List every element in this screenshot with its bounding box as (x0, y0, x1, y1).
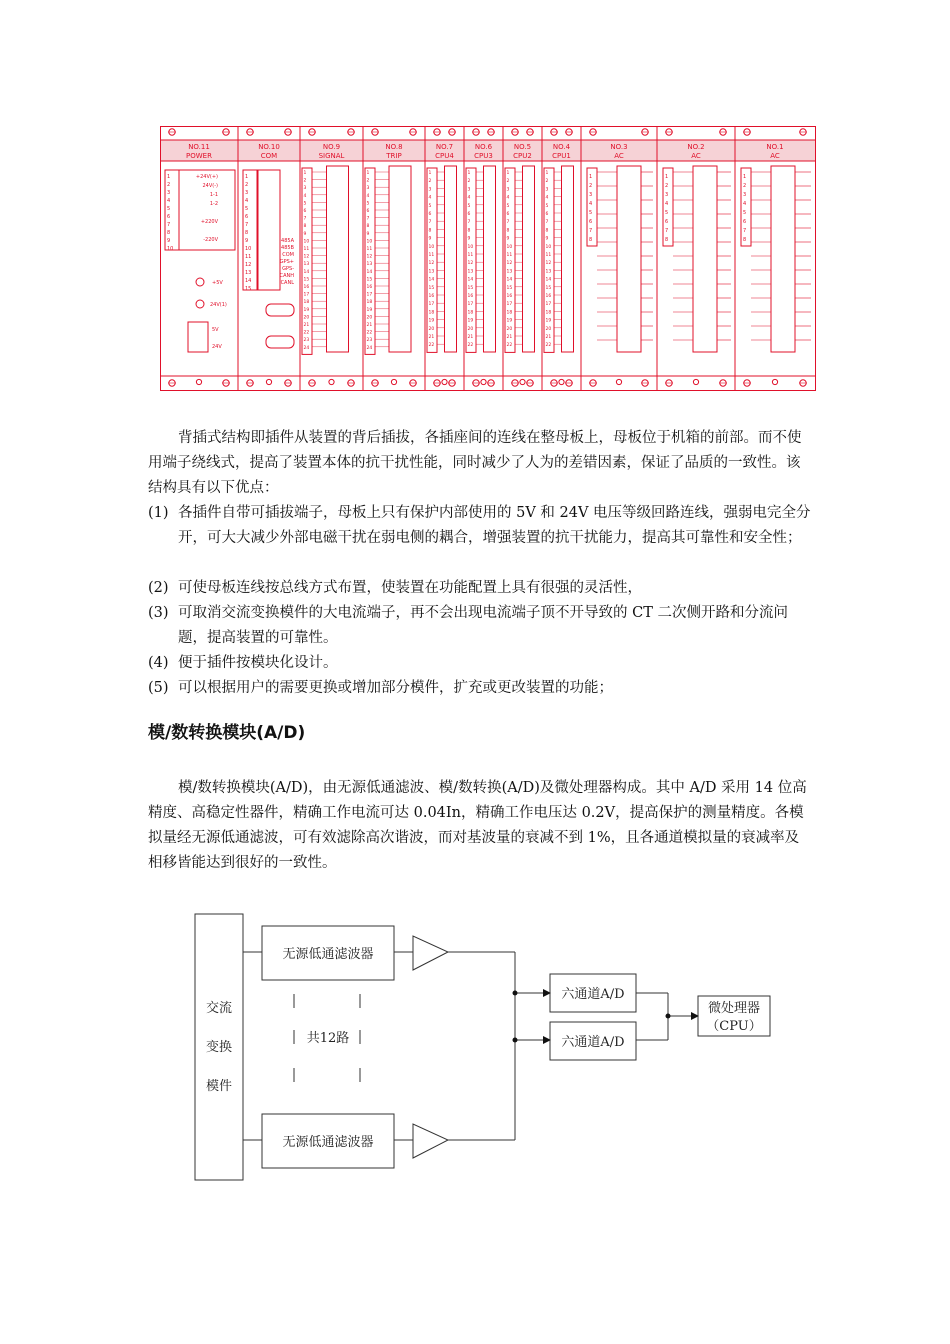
terminal-number: 7 (303, 216, 307, 222)
terminal-number: 8 (743, 237, 747, 243)
list-item (148, 501, 813, 551)
terminal-number: 16 (366, 285, 373, 290)
power-switch (188, 322, 208, 352)
source-label-3: 模件 (205, 1079, 233, 1094)
terminal-number: 6 (506, 212, 510, 217)
terminal-number: 5 (245, 206, 249, 212)
terminal-number: 8 (366, 224, 370, 230)
terminal-number: 3 (167, 190, 171, 196)
terminal-number: 24 (303, 345, 310, 351)
terminal-number: 12 (467, 261, 474, 267)
terminal-number: 9 (366, 231, 370, 237)
section-paragraph (148, 776, 808, 876)
list-item-number: (1) (148, 505, 169, 521)
terminal-number: 17 (428, 302, 435, 308)
list-item-text: 各插件自带可插拔端子，母板上只有保护内部使用的 5V 和 24V 电压等级回路连线，强弱电完全分开，可大大减少外部电磁干扰在弱电侧的耦合，增强装置的抗干扰能力，提高其可靠性和安全性； (178, 505, 811, 546)
terminal-number: 14 (366, 269, 373, 275)
terminal-number: 1 (743, 174, 747, 180)
terminal-number: 6 (245, 214, 249, 220)
terminal-number: 2 (245, 182, 249, 188)
source-label-1: 交流 (205, 1001, 233, 1016)
terminal-number: 7 (467, 220, 471, 226)
terminal-number: 9 (245, 238, 249, 244)
terminal-number: 5 (545, 203, 549, 209)
terminal-number: 8 (506, 228, 510, 234)
terminal-number: 5 (467, 203, 471, 209)
terminal-number: 12 (545, 261, 552, 267)
terminal-number: 4 (506, 195, 510, 201)
terminal-number: 17 (366, 292, 373, 298)
terminal-number: 18 (467, 310, 474, 316)
terminal-number: 16 (545, 294, 552, 299)
terminal-number: 21 (545, 335, 552, 340)
terminal-number: 10 (366, 239, 373, 245)
terminal-number: 1 (665, 174, 669, 180)
terminal-number: 5 (506, 203, 510, 209)
terminal-number: 23 (303, 338, 310, 344)
list-item-text: 可以根据用户的需要更换或增加部分模件，扩充或更改装置的功能； (178, 680, 613, 696)
terminal-number: 18 (366, 300, 373, 306)
terminal-number: 3 (743, 192, 747, 198)
terminal-number: 19 (428, 318, 435, 324)
terminal-number: 7 (665, 228, 669, 234)
terminal-number: 20 (366, 315, 373, 321)
screw-icon (616, 379, 621, 384)
terminal-number: 3 (665, 192, 669, 198)
led-icon (196, 278, 204, 286)
screw-icon (772, 379, 777, 384)
terminal-number: 8 (589, 237, 593, 243)
terminal-number: 10 (545, 244, 552, 250)
module-number: NO.3 (610, 143, 628, 151)
com-terminal-label: 485A (281, 238, 294, 244)
terminal-number: 13 (428, 269, 435, 275)
terminal-number: 20 (467, 326, 474, 332)
terminal-number: 13 (366, 262, 373, 268)
terminal-number: 13 (467, 269, 474, 275)
terminal-number: 3 (366, 186, 370, 192)
screw-icon (329, 379, 334, 384)
serial-port-icon (266, 336, 294, 348)
terminal-number: 22 (467, 343, 474, 349)
terminal-number: 22 (545, 343, 552, 349)
terminal-number: 9 (167, 238, 171, 244)
module-name: AC (770, 152, 780, 160)
terminal-number: 20 (545, 326, 552, 332)
terminal-number: 6 (467, 212, 471, 217)
terminal-number: 13 (545, 269, 552, 275)
terminal-number: 7 (743, 228, 747, 234)
terminal-number: 14 (428, 277, 435, 283)
terminal-number: 15 (366, 277, 373, 283)
terminal-number: 21 (366, 323, 373, 328)
amplifier-top-icon (413, 936, 448, 970)
module-number: NO.2 (687, 143, 705, 151)
module-number: NO.4 (552, 143, 571, 151)
terminal-number: 3 (245, 190, 249, 196)
terminal-number: 23 (366, 338, 373, 344)
list-item-text: 可使母板连线按总线方式布置，使装置在功能配置上具有很强的灵活性， (178, 580, 642, 596)
terminal-number: 22 (428, 343, 435, 349)
terminal-number: 5 (366, 201, 370, 207)
terminal-number: 8 (665, 237, 669, 243)
screw-icon (559, 379, 564, 384)
screw-icon (481, 379, 486, 384)
terminal-number: 12 (245, 262, 252, 268)
terminal-number: 1 (467, 171, 471, 176)
terminal-number: 5 (303, 201, 307, 207)
section-text: 模/数转换模块(A/D)，由无源低通滤波、模/数转换(A/D)及微处理器构成。其中 A/D 采用 14 位高精度、高稳定性器件，精确工作电流可达 0.04In，精确工作电压达 0.2V，提高保护的测量精度。各模拟量经无源低通滤波，可有效滤除高次谐波，而对基波量的衰减不到 1%，且各通道模拟量的衰减率及相移皆能达到很好的一致性。 (148, 780, 807, 871)
terminal-number: 17 (545, 302, 552, 308)
power-indicator-label: 24V(1) (210, 302, 227, 308)
terminal-number: 6 (743, 219, 747, 225)
power-switch-label: 24V (212, 344, 222, 350)
terminal-number: 7 (506, 220, 510, 226)
module-number: NO.7 (435, 143, 454, 151)
terminal-number: 14 (467, 277, 474, 283)
connector-socket (445, 166, 457, 352)
terminal-number: 15 (428, 285, 435, 291)
intro-text: 背插式结构即插件从装置的背后插拔，各插座间的连线在整母板上，母板位于机箱的前部。而不使用端子绕线式，提高了装置本体的抗干扰性能，同时减少了人为的差错因素，保证了品质的一致性。该结构具有以下优点： (148, 430, 802, 496)
terminal-number: 2 (589, 183, 593, 189)
terminal-number: 22 (303, 330, 310, 336)
module-name: CPU4 (435, 152, 454, 160)
terminal-number: 2 (506, 179, 510, 185)
section-heading: 模/数转换模块(A/D) (148, 723, 306, 743)
module-name: POWER (186, 152, 212, 160)
terminal-number: 18 (545, 310, 552, 316)
junction-dot (513, 991, 518, 996)
connector-socket (523, 166, 535, 352)
module-name: CPU1 (552, 152, 571, 160)
terminal-number: 13 (506, 269, 513, 275)
power-terminal-label: 24V(-) (202, 183, 218, 189)
terminal-number: 20 (506, 326, 513, 332)
connector-socket (484, 166, 496, 352)
filter-top-label: 无源低通滤波器 (282, 947, 374, 962)
terminal-number: 20 (303, 315, 310, 321)
list-item (148, 601, 813, 651)
block-diagram (190, 912, 780, 1182)
com-terminal-label: CANL (280, 280, 294, 286)
terminal-number: 7 (545, 220, 549, 226)
power-terminal-label: +220V (200, 219, 218, 225)
connector-socket (617, 166, 641, 352)
terminal-number: 7 (589, 228, 593, 234)
source-label-2: 变换 (205, 1040, 233, 1055)
terminal-number: 18 (303, 300, 310, 306)
terminal-number: 4 (467, 195, 471, 201)
module-number: NO.5 (513, 143, 532, 151)
terminal-number: 18 (428, 310, 435, 316)
terminal-number: 7 (428, 220, 432, 226)
terminal-number: 12 (303, 254, 310, 260)
terminal-number: 18 (506, 310, 513, 316)
terminal-number: 10 (245, 246, 252, 252)
terminal-number: 22 (366, 330, 373, 336)
terminal-number: 11 (303, 247, 310, 252)
terminal-number: 2 (303, 178, 307, 184)
terminal-number: 3 (467, 187, 471, 193)
terminal-number: 1 (366, 171, 370, 176)
junction-dot (513, 1038, 518, 1043)
list-item-number: (2) (148, 580, 169, 596)
channel-count-label: 共12路 (306, 1031, 350, 1046)
terminal-number: 11 (506, 253, 513, 258)
terminal-number: 14 (506, 277, 513, 283)
module-name: CPU2 (513, 152, 532, 160)
amplifier-bottom-icon (413, 1124, 448, 1158)
com-terminal-label: COM (282, 252, 294, 258)
terminal-number: 8 (167, 230, 171, 236)
terminal-number: 16 (467, 294, 474, 299)
connector-socket (327, 166, 349, 352)
intro-paragraph (148, 426, 808, 501)
terminal-number: 4 (589, 201, 593, 207)
terminal-number: 16 (428, 294, 435, 299)
terminal-number: 5 (428, 203, 432, 209)
module-name: AC (614, 152, 624, 160)
adc2-label: 六通道A/D (561, 1035, 625, 1050)
module-number: NO.9 (322, 143, 341, 151)
terminal-number: 6 (428, 212, 432, 217)
terminal-number: 4 (167, 198, 171, 204)
terminal-number: 2 (545, 179, 549, 185)
terminal-number: 1 (428, 171, 432, 176)
terminal-number: 24 (366, 345, 373, 351)
terminal-number: 10 (303, 239, 310, 245)
terminal-number: 3 (428, 187, 432, 193)
terminal-number: 20 (428, 326, 435, 332)
module-number: NO.10 (258, 143, 280, 151)
list-item-number: (5) (148, 680, 169, 696)
terminal-number: 10 (467, 244, 474, 250)
screw-icon (391, 379, 396, 384)
module-number: NO.11 (188, 143, 210, 151)
terminal-number: 4 (303, 193, 307, 199)
terminal-number: 7 (245, 222, 249, 228)
filter-bottom-label: 无源低通滤波器 (282, 1135, 374, 1150)
terminal-number: 3 (589, 192, 593, 198)
terminal-number: 16 (303, 285, 310, 290)
list-item (148, 676, 813, 701)
module-number: NO.1 (766, 143, 784, 151)
terminal-number: 1 (167, 174, 171, 180)
connector-socket (562, 166, 574, 352)
terminal-number: 6 (366, 209, 370, 214)
power-terminal-label: 1-2 (209, 201, 218, 207)
terminal-number: 11 (467, 253, 474, 258)
terminal-number: 14 (245, 278, 252, 284)
terminal-number: 17 (303, 292, 310, 298)
adc1-label: 六通道A/D (561, 987, 625, 1002)
terminal-number: 21 (467, 335, 474, 340)
terminal-number: 19 (366, 307, 373, 313)
screw-icon (442, 379, 447, 384)
terminal-number: 13 (245, 270, 252, 276)
connector-socket (389, 166, 411, 352)
terminal-number: 4 (665, 201, 669, 207)
module-number: NO.8 (385, 143, 403, 151)
terminal-number: 9 (506, 236, 510, 242)
list-item-number: (3) (148, 605, 169, 621)
cpu-label-1: 微处理器 (707, 1001, 761, 1016)
terminal-number: 6 (167, 214, 171, 220)
terminal-number: 4 (743, 201, 747, 207)
list-item (148, 651, 813, 676)
terminal-number: 11 (428, 253, 435, 258)
terminal-number: 8 (545, 228, 549, 234)
terminal-number: 21 (506, 335, 513, 340)
terminal-number: 5 (167, 206, 171, 212)
terminal-number: 7 (366, 216, 370, 222)
terminal-number: 1 (303, 171, 307, 176)
terminal-number: 6 (665, 219, 669, 225)
terminal-number: 8 (428, 228, 432, 234)
list-item-text: 便于插件按模块化设计。 (178, 655, 338, 671)
module-name: CPU3 (474, 152, 493, 160)
power-terminal-label: -220V (203, 237, 218, 243)
cpu-label-2: （CPU） (706, 1019, 762, 1034)
terminal-number: 17 (506, 302, 513, 308)
terminal-number: 7 (167, 222, 171, 228)
power-terminal-label: +24V(+) (195, 174, 218, 180)
terminal-number: 12 (366, 254, 373, 260)
module-name: COM (260, 152, 278, 160)
terminal-number: 2 (366, 178, 370, 184)
power-switch-label: 5V (212, 327, 219, 333)
power-indicator-label: +5V (212, 280, 223, 286)
terminal-number: 3 (506, 187, 510, 193)
terminal-number: 11 (245, 254, 252, 260)
terminal-number: 22 (506, 343, 513, 349)
terminal-number: 19 (303, 307, 310, 313)
terminal-number: 3 (545, 187, 549, 193)
terminal-number: 14 (545, 277, 552, 283)
terminal-number: 11 (366, 247, 373, 252)
terminal-number: 5 (589, 210, 593, 216)
power-terminal-label: 1-1 (209, 192, 218, 198)
terminal-number: 15 (245, 286, 252, 292)
terminal-number: 19 (506, 318, 513, 324)
terminal-number: 17 (467, 302, 474, 308)
terminal-number: 2 (743, 183, 747, 189)
led-icon (196, 300, 204, 308)
terminal-number: 2 (167, 182, 171, 188)
screw-icon (196, 379, 201, 384)
terminal-number: 6 (589, 219, 593, 225)
terminal-number: 19 (545, 318, 552, 324)
terminal-number: 9 (467, 236, 471, 242)
terminal-number: 10 (428, 244, 435, 250)
terminal-number: 4 (366, 193, 370, 199)
terminal-number: 9 (545, 236, 549, 242)
terminal-number: 1 (245, 174, 249, 180)
module-number: NO.6 (474, 143, 493, 151)
terminal-number: 8 (245, 230, 249, 236)
terminal-number: 5 (665, 210, 669, 216)
module-name: TRIP (386, 152, 402, 160)
screw-icon (693, 379, 698, 384)
terminal-number: 9 (428, 236, 432, 242)
junction-dot (666, 1014, 671, 1019)
terminal-number: 21 (303, 323, 310, 328)
rack-diagram (160, 126, 816, 392)
terminal-number: 15 (506, 285, 513, 291)
terminal-number: 3 (303, 186, 307, 192)
screw-icon (520, 379, 525, 384)
terminal-number: 13 (303, 262, 310, 268)
terminal-number: 15 (545, 285, 552, 291)
list-item-number: (4) (148, 655, 169, 671)
connector-socket (771, 166, 795, 352)
terminal-number: 15 (303, 277, 310, 283)
terminal-number: 4 (545, 195, 549, 201)
com-terminal-label: 485B (281, 245, 294, 251)
terminal-number: 12 (506, 261, 513, 267)
terminal-number: 4 (428, 195, 432, 201)
terminal-number: 1 (506, 171, 510, 176)
list-item (148, 576, 813, 601)
terminal-number: 2 (428, 179, 432, 185)
terminal-number: 8 (303, 224, 307, 230)
terminal-number: 1 (589, 174, 593, 180)
terminal-number: 12 (428, 261, 435, 267)
terminal-number: 9 (303, 231, 307, 237)
terminal-number: 6 (303, 209, 307, 214)
terminal-number: 2 (467, 179, 471, 185)
com-terminal-label: GPS+ (279, 259, 294, 265)
serial-port-icon (266, 304, 294, 316)
terminal-number: 2 (665, 183, 669, 189)
terminal-number: 10 (167, 246, 174, 252)
screw-icon (266, 379, 271, 384)
module-name: SIGNAL (318, 152, 345, 160)
terminal-number: 14 (303, 269, 310, 275)
terminal-number: 1 (545, 171, 549, 176)
com-terminal-label: CANH (279, 273, 294, 279)
terminal-number: 5 (743, 210, 747, 216)
terminal-number: 21 (428, 335, 435, 340)
connector-socket (258, 170, 280, 290)
module-name: AC (691, 152, 701, 160)
terminal-number: 11 (545, 253, 552, 258)
terminal-number: 4 (245, 198, 249, 204)
terminal-number: 6 (545, 212, 549, 217)
terminal-number: 15 (467, 285, 474, 291)
terminal-number: 10 (506, 244, 513, 250)
connector-socket (693, 166, 717, 352)
terminal-number: 19 (467, 318, 474, 324)
terminal-number: 16 (506, 294, 513, 299)
list-item-text: 可取消交流变换模件的大电流端子，再不会出现电流端子顶不开导致的 CT 二次侧开路和分流问题，提高装置的可靠性。 (178, 605, 788, 646)
terminal-number: 8 (467, 228, 471, 234)
com-terminal-label: GPS- (282, 266, 294, 272)
